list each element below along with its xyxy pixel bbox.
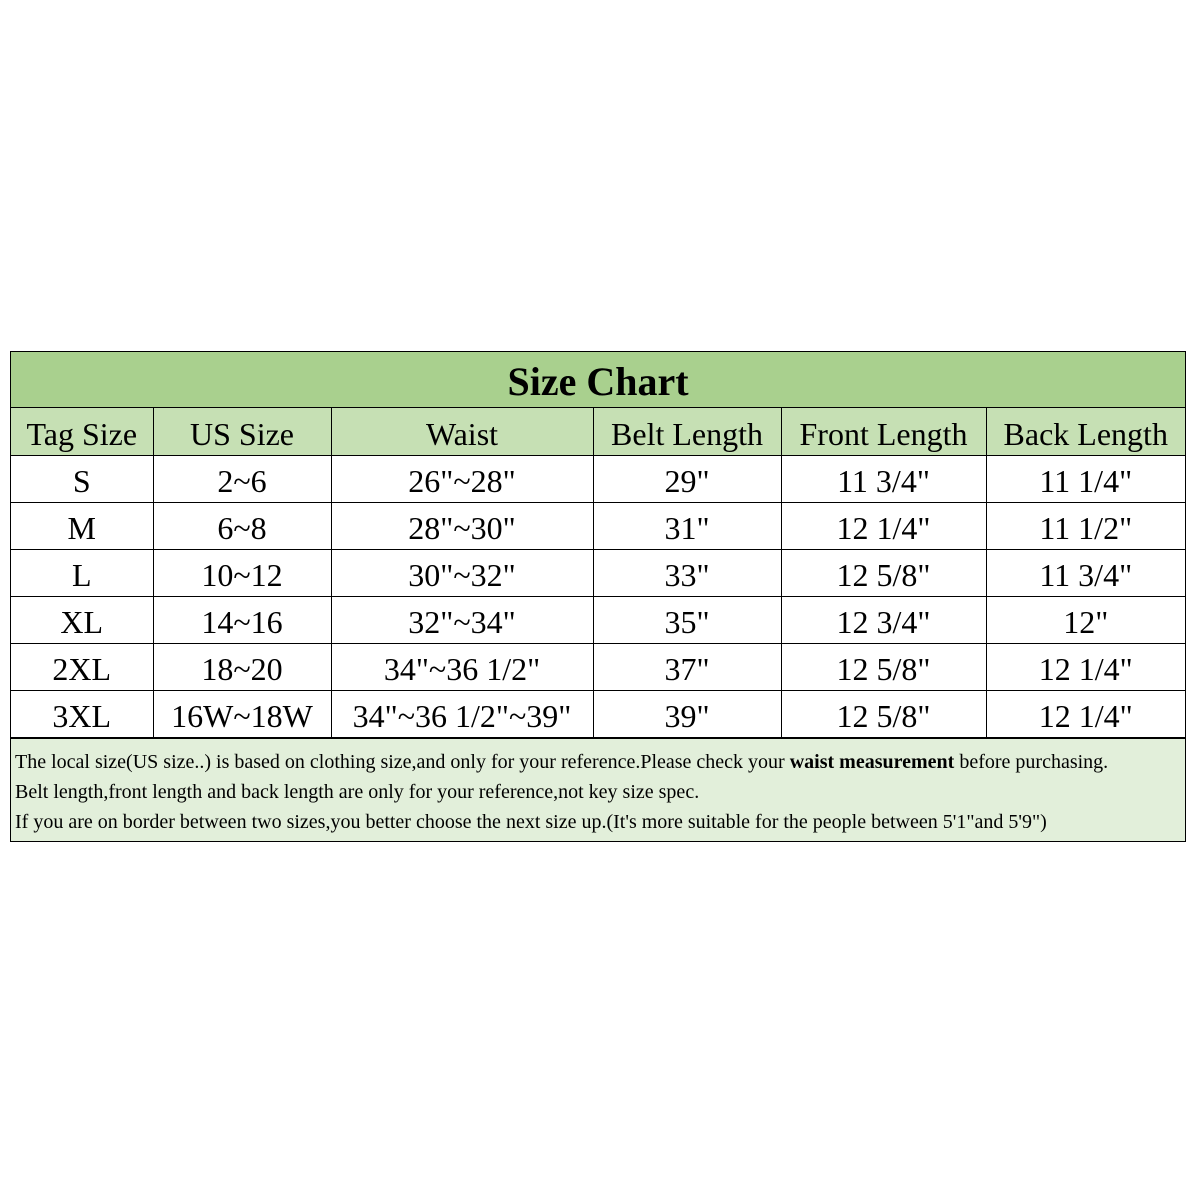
note-text: before purchasing. bbox=[954, 751, 1109, 773]
note-reference-lengths: Belt length,front length and back length are only for your reference,not key size spec. bbox=[15, 781, 700, 803]
cell-front-length: 12 5/8" bbox=[781, 691, 986, 738]
size-chart-title: Size Chart bbox=[507, 358, 689, 404]
cell-waist: 26"~28" bbox=[331, 456, 593, 503]
note-emphasis: waist measurement bbox=[789, 751, 955, 773]
cell-waist: 32"~34" bbox=[331, 597, 593, 644]
cell-us-size: 18~20 bbox=[153, 644, 331, 691]
cell-back-length: 11 1/4" bbox=[986, 456, 1185, 503]
cell-belt-length: 29" bbox=[593, 456, 781, 503]
cell-back-length: 11 1/2" bbox=[986, 503, 1185, 550]
cell-tag-size: 2XL bbox=[11, 644, 153, 691]
cell-belt-length: 35" bbox=[593, 597, 781, 644]
cell-belt-length: 33" bbox=[593, 550, 781, 597]
cell-tag-size: XL bbox=[11, 597, 153, 644]
column-header-us-size: US Size bbox=[153, 408, 331, 456]
table-header-row bbox=[11, 408, 1185, 456]
column-header-belt-length: Belt Length bbox=[593, 408, 781, 456]
cell-us-size: 14~16 bbox=[153, 597, 331, 644]
cell-back-length: 11 3/4" bbox=[986, 550, 1185, 597]
cell-front-length: 12 5/8" bbox=[781, 644, 986, 691]
cell-front-length: 12 5/8" bbox=[781, 550, 986, 597]
cell-back-length: 12" bbox=[986, 597, 1185, 644]
column-header-front-length: Front Length bbox=[781, 408, 986, 456]
note-local-size bbox=[15, 747, 1181, 777]
column-header-back-length: Back Length bbox=[986, 408, 1185, 456]
note-size-up: If you are on border between two sizes,you better choose the next size up.(It's more suitable for the people between 5'1"and 5'9") bbox=[15, 811, 1047, 833]
column-header-tag-size: Tag Size bbox=[11, 408, 153, 456]
cell-us-size: 6~8 bbox=[153, 503, 331, 550]
cell-waist: 34"~36 1/2" bbox=[331, 644, 593, 691]
size-notes bbox=[11, 738, 1185, 841]
cell-us-size: 10~12 bbox=[153, 550, 331, 597]
table-row bbox=[11, 456, 1185, 503]
cell-back-length: 12 1/4" bbox=[986, 644, 1185, 691]
table-row bbox=[11, 691, 1185, 738]
cell-waist: 30"~32" bbox=[331, 550, 593, 597]
cell-waist: 28"~30" bbox=[331, 503, 593, 550]
size-chart-title-bar bbox=[11, 352, 1185, 408]
cell-belt-length: 37" bbox=[593, 644, 781, 691]
table-row bbox=[11, 550, 1185, 597]
cell-us-size: 16W~18W bbox=[153, 691, 331, 738]
table-row bbox=[11, 503, 1185, 550]
cell-back-length: 12 1/4" bbox=[986, 691, 1185, 738]
cell-tag-size: M bbox=[11, 503, 153, 550]
cell-front-length: 12 1/4" bbox=[781, 503, 986, 550]
cell-tag-size: 3XL bbox=[11, 691, 153, 738]
column-header-waist: Waist bbox=[331, 408, 593, 456]
cell-tag-size: L bbox=[11, 550, 153, 597]
cell-belt-length: 31" bbox=[593, 503, 781, 550]
cell-tag-size: S bbox=[11, 456, 153, 503]
table-row bbox=[11, 597, 1185, 644]
cell-us-size: 2~6 bbox=[153, 456, 331, 503]
cell-front-length: 11 3/4" bbox=[781, 456, 986, 503]
size-table bbox=[11, 408, 1185, 738]
note-text: The local size(US size..) is based on clothing size,and only for your reference.Please check your bbox=[15, 751, 790, 773]
size-chart bbox=[10, 351, 1186, 842]
cell-belt-length: 39" bbox=[593, 691, 781, 738]
cell-waist: 34"~36 1/2"~39" bbox=[331, 691, 593, 738]
cell-front-length: 12 3/4" bbox=[781, 597, 986, 644]
table-row bbox=[11, 644, 1185, 691]
